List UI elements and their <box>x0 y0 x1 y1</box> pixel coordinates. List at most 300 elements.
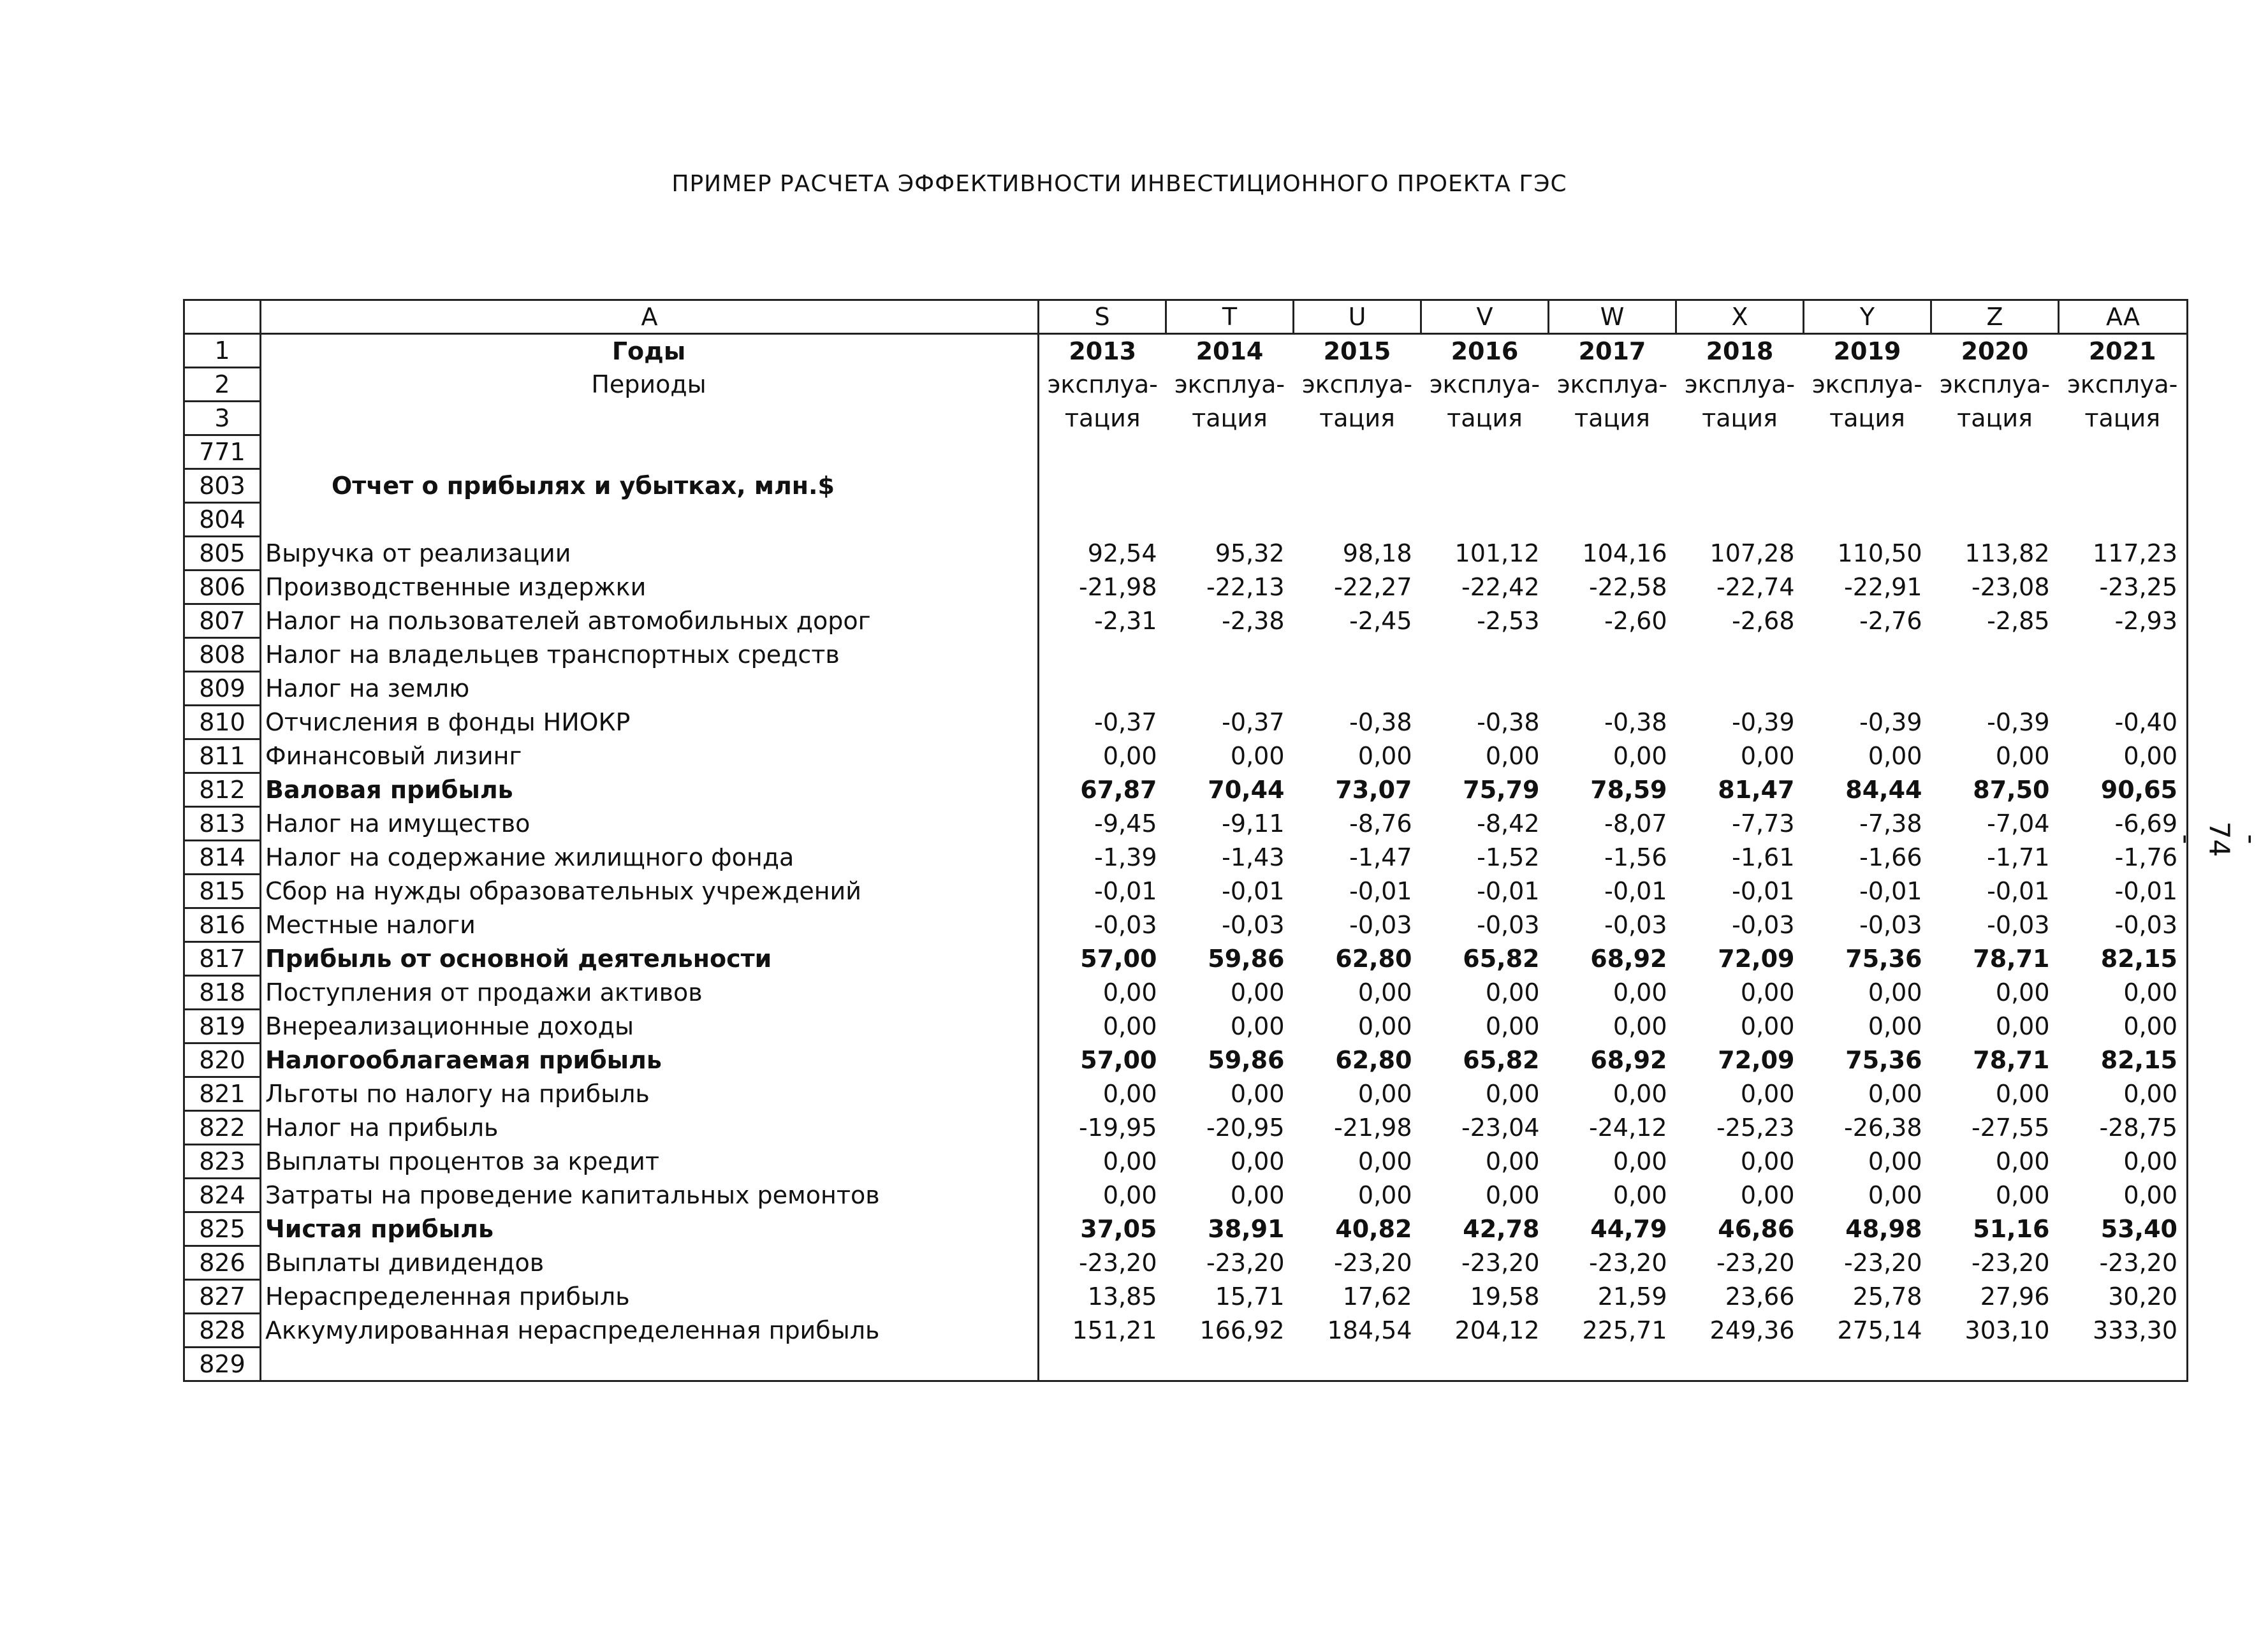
table-row <box>184 942 2188 976</box>
value-cell: 0,00 <box>1868 1181 1922 1209</box>
row-number: 828 <box>184 1314 261 1348</box>
value-cell: 0,00 <box>1995 1012 2050 1040</box>
value-cell: -28,75 <box>2059 1111 2188 1145</box>
value-cell: 204,12 <box>1454 1316 1540 1344</box>
value-cell: 53,40 <box>2059 1212 2188 1246</box>
table-row <box>184 537 2188 571</box>
value-cell <box>2059 1348 2188 1381</box>
value-cell: 78,71 <box>1973 945 2050 973</box>
value-cell: 0,00 <box>1102 1080 1157 1108</box>
value-cell: -0,37 <box>1222 708 1285 736</box>
table-row <box>184 1145 2188 1179</box>
value-cell: -0,01 <box>1477 877 1540 905</box>
header-value: 2020 <box>1961 337 2029 365</box>
value-cell <box>1931 503 2059 537</box>
value-cell <box>1039 1348 1166 1381</box>
row-number: 822 <box>184 1111 261 1145</box>
value-cell: -0,01 <box>1604 877 1667 905</box>
value-cell: -22,42 <box>1461 573 1540 601</box>
row-label: Налог на пользователей автомобильных дорог <box>261 604 1039 638</box>
row-label: Налог на землю <box>261 672 1039 706</box>
value-cell: -23,08 <box>1972 573 2050 601</box>
value-cell: -1,52 <box>1477 843 1540 871</box>
value-cell: -8,42 <box>1477 810 1540 838</box>
table-row <box>184 435 2188 469</box>
row-number: 806 <box>184 571 261 604</box>
row-label: Налог на содержание жилищного фонда <box>261 841 1039 875</box>
row-number: 829 <box>184 1348 261 1381</box>
value-cell: -23,20 <box>2059 1246 2188 1280</box>
column-header: A <box>261 300 1039 334</box>
value-cell: 0,00 <box>1868 1012 1922 1040</box>
value-cell: 0,00 <box>1102 1012 1157 1040</box>
header-value: 2017 <box>1578 337 1646 365</box>
value-cell: 0,00 <box>1613 1080 1667 1108</box>
value-cell: 13,85 <box>1087 1283 1157 1311</box>
row-number: 814 <box>184 841 261 875</box>
value-cell: -2,76 <box>1859 607 1922 635</box>
value-cell: -0,03 <box>1477 911 1540 939</box>
table-row <box>184 706 2188 739</box>
value-cell: 104,16 <box>1582 539 1667 567</box>
value-cell: 0,00 <box>1102 742 1157 770</box>
value-cell <box>1294 435 1421 469</box>
row-label: Аккумулированная нераспределенная прибыль <box>261 1314 1039 1348</box>
value-cell: 0,00 <box>1102 1147 1157 1175</box>
value-cell: 0,00 <box>1868 1147 1922 1175</box>
value-cell: 82,15 <box>2059 942 2188 976</box>
value-cell: 0,00 <box>1102 978 1157 1007</box>
value-cell: -7,73 <box>1732 810 1795 838</box>
header-value: тация <box>1319 404 1395 432</box>
row-number: 818 <box>184 976 261 1010</box>
value-cell: 0,00 <box>1357 1147 1412 1175</box>
row-label: Льготы по налогу на прибыль <box>261 1077 1039 1111</box>
row-number: 823 <box>184 1145 261 1179</box>
value-cell <box>1931 469 2059 503</box>
value-cell: 113,82 <box>1964 539 2050 567</box>
value-cell <box>1676 435 1804 469</box>
value-cell: 0,00 <box>1868 742 1922 770</box>
year-row <box>184 334 2188 368</box>
header-value: эксплуа- <box>1939 370 2051 398</box>
table-row <box>184 1077 2188 1111</box>
value-cell <box>1549 1348 1676 1381</box>
row-number: 1 <box>184 334 261 368</box>
header-value: тация <box>1702 404 1778 432</box>
header-value: тация <box>1957 404 2033 432</box>
value-cell <box>1676 672 1804 706</box>
value-cell <box>1294 503 1421 537</box>
header-value: эксплуа- <box>1047 370 1158 398</box>
row-number: 771 <box>184 435 261 469</box>
value-cell: 75,36 <box>1845 945 1922 973</box>
header-value: тация <box>1829 404 1905 432</box>
value-cell: 98,18 <box>1342 539 1412 567</box>
value-cell <box>1676 469 1804 503</box>
row-label: Финансовый лизинг <box>261 739 1039 773</box>
period-row <box>184 402 2188 435</box>
value-cell: 0,00 <box>1357 742 1412 770</box>
value-cell: 0,00 <box>1230 742 1285 770</box>
value-cell <box>1549 638 1676 672</box>
value-cell: 0,00 <box>1740 1012 1795 1040</box>
value-cell: 0,00 <box>1357 978 1412 1007</box>
value-cell: 46,86 <box>1718 1215 1795 1243</box>
table-row <box>184 1111 2188 1145</box>
value-cell <box>1166 469 1294 503</box>
header-value: эксплуа- <box>1811 370 1923 398</box>
value-cell: 225,71 <box>1582 1316 1667 1344</box>
value-cell: 0,00 <box>1868 978 1922 1007</box>
value-cell: 42,78 <box>1463 1215 1540 1243</box>
value-cell <box>2059 503 2188 537</box>
value-cell: -0,39 <box>1859 708 1922 736</box>
value-cell: -7,38 <box>1859 810 1922 838</box>
value-cell: 48,98 <box>1845 1215 1922 1243</box>
value-cell: 0,00 <box>1740 742 1795 770</box>
value-cell <box>1421 435 1549 469</box>
value-cell: 0,00 <box>1357 1181 1412 1209</box>
row-label: Отчисления в фонды НИОКР <box>261 706 1039 739</box>
column-header: W <box>1549 300 1676 334</box>
value-cell: 84,44 <box>1845 776 1922 804</box>
value-cell: 68,92 <box>1590 945 1667 973</box>
row-label: Периоды <box>261 368 1039 402</box>
row-label: Сбор на нужды образовательных учреждений <box>261 875 1039 908</box>
header-value: эксплуа- <box>1684 370 1796 398</box>
table-row <box>184 1348 2188 1381</box>
row-number: 817 <box>184 942 261 976</box>
header-value: эксплуа- <box>1174 370 1285 398</box>
row-label: Налог на имущество <box>261 807 1039 841</box>
page-number: - 74 - <box>2170 821 2268 857</box>
value-cell: 0,00 <box>2059 1145 2188 1179</box>
value-cell: -9,11 <box>1222 810 1285 838</box>
value-cell <box>1931 435 2059 469</box>
value-cell: -2,68 <box>1732 607 1795 635</box>
row-label: Налог на владельцев транспортных средств <box>261 638 1039 672</box>
value-cell: -1,39 <box>1094 843 1157 871</box>
value-cell: 0,00 <box>1613 1012 1667 1040</box>
value-cell: -0,01 <box>1987 877 2050 905</box>
value-cell: -23,20 <box>1844 1249 1922 1277</box>
value-cell <box>1549 503 1676 537</box>
table-row <box>184 841 2188 875</box>
value-cell: -19,95 <box>1079 1114 1157 1142</box>
row-number: 804 <box>184 503 261 537</box>
table-row <box>184 503 2188 537</box>
value-cell: -0,01 <box>1349 877 1412 905</box>
table-row <box>184 1246 2188 1280</box>
value-cell: 78,59 <box>1590 776 1667 804</box>
value-cell <box>1549 469 1676 503</box>
value-cell: -2,93 <box>2059 604 2188 638</box>
value-cell: -0,37 <box>1094 708 1157 736</box>
value-cell: -2,45 <box>1349 607 1412 635</box>
value-cell: -8,76 <box>1349 810 1412 838</box>
value-cell: -0,03 <box>1094 911 1157 939</box>
column-header: Y <box>1804 300 1931 334</box>
row-number: 811 <box>184 739 261 773</box>
row-label: Налог на прибыль <box>261 1111 1039 1145</box>
value-cell: -23,25 <box>2059 571 2188 604</box>
header-value: 2015 <box>1323 337 1391 365</box>
row-label: Производственные издержки <box>261 571 1039 604</box>
value-cell: 81,47 <box>1718 776 1795 804</box>
row-label: Местные налоги <box>261 908 1039 942</box>
column-header: T <box>1166 300 1294 334</box>
row-label: Валовая прибыль <box>261 773 1039 807</box>
value-cell: 0,00 <box>1995 1147 2050 1175</box>
value-cell: 17,62 <box>1342 1283 1412 1311</box>
value-cell <box>1421 469 1549 503</box>
value-cell: -22,13 <box>1206 573 1285 601</box>
value-cell <box>1421 672 1549 706</box>
value-cell: 95,32 <box>1215 539 1285 567</box>
value-cell <box>1549 435 1676 469</box>
row-label <box>261 1348 1039 1381</box>
value-cell: -1,61 <box>1732 843 1795 871</box>
table-row <box>184 571 2188 604</box>
row-number: 819 <box>184 1010 261 1043</box>
row-number: 813 <box>184 807 261 841</box>
table-row <box>184 1314 2188 1348</box>
value-cell: -20,95 <box>1206 1114 1285 1142</box>
value-cell: 51,16 <box>1973 1215 2050 1243</box>
value-cell: 19,58 <box>1470 1283 1540 1311</box>
value-cell <box>1931 1348 2059 1381</box>
value-cell <box>1294 469 1421 503</box>
value-cell: -1,43 <box>1222 843 1285 871</box>
value-cell: -0,01 <box>1094 877 1157 905</box>
value-cell: 0,00 <box>1485 1012 1540 1040</box>
value-cell: -0,03 <box>2059 908 2188 942</box>
header-value: 2014 <box>1196 337 1264 365</box>
row-label: Затраты на проведение капитальных ремонтов <box>261 1179 1039 1212</box>
value-cell: 0,00 <box>2059 976 2188 1010</box>
value-cell <box>1421 503 1549 537</box>
row-label <box>261 402 1039 435</box>
value-cell: 0,00 <box>1740 978 1795 1007</box>
row-label: Выплаты процентов за кредит <box>261 1145 1039 1179</box>
row-number: 807 <box>184 604 261 638</box>
value-cell: 92,54 <box>1087 539 1157 567</box>
value-cell: 37,05 <box>1080 1215 1157 1243</box>
value-cell: 0,00 <box>1485 742 1540 770</box>
value-cell: -22,91 <box>1844 573 1922 601</box>
header-value: тация <box>1447 404 1523 432</box>
value-cell: -23,20 <box>1079 1249 1157 1277</box>
header-value: эксплуа- <box>1301 370 1413 398</box>
value-cell: 151,21 <box>1072 1316 1157 1344</box>
row-label: Чистая прибыль <box>261 1212 1039 1246</box>
value-cell: 184,54 <box>1327 1316 1412 1344</box>
value-cell: 0,00 <box>1995 742 2050 770</box>
value-cell: -23,20 <box>1461 1249 1540 1277</box>
value-cell: 0,00 <box>1102 1181 1157 1209</box>
value-cell: -0,39 <box>1987 708 2050 736</box>
value-cell: 0,00 <box>1357 1080 1412 1108</box>
value-cell <box>1039 503 1166 537</box>
column-header: X <box>1676 300 1804 334</box>
table-row <box>184 1010 2188 1043</box>
value-cell: -7,04 <box>1987 810 2050 838</box>
value-cell: -0,38 <box>1477 708 1540 736</box>
value-cell: -23,20 <box>1334 1249 1412 1277</box>
value-cell: -0,03 <box>1987 911 2050 939</box>
value-cell: 0,00 <box>2059 1077 2188 1111</box>
table-row <box>184 1043 2188 1077</box>
value-cell: -0,38 <box>1604 708 1667 736</box>
table-row <box>184 672 2188 706</box>
value-cell: 0,00 <box>1230 1147 1285 1175</box>
value-cell: 68,92 <box>1590 1046 1667 1074</box>
value-cell: 0,00 <box>2059 1010 2188 1043</box>
value-cell <box>1421 638 1549 672</box>
value-cell: 0,00 <box>1740 1080 1795 1108</box>
value-cell: 65,82 <box>1463 1046 1540 1074</box>
value-cell: 0,00 <box>1230 1012 1285 1040</box>
row-label: Прибыль от основной деятельности <box>261 942 1039 976</box>
value-cell: -1,66 <box>1859 843 1922 871</box>
value-cell <box>1804 638 1931 672</box>
table-row <box>184 604 2188 638</box>
value-cell <box>1804 672 1931 706</box>
value-cell: -9,45 <box>1094 810 1157 838</box>
corner-cell <box>184 300 261 334</box>
period-row <box>184 368 2188 402</box>
value-cell: -21,98 <box>1334 1114 1412 1142</box>
value-cell <box>1804 469 1931 503</box>
value-cell <box>2059 435 2188 469</box>
value-cell: 0,00 <box>1485 978 1540 1007</box>
value-cell <box>1804 503 1931 537</box>
value-cell <box>1294 672 1421 706</box>
header-value: тация <box>2059 402 2188 435</box>
value-cell: -0,38 <box>1349 708 1412 736</box>
value-cell: 90,65 <box>2059 773 2188 807</box>
row-label: Выручка от реализации <box>261 537 1039 571</box>
value-cell: 72,09 <box>1718 1046 1795 1074</box>
value-cell: -2,60 <box>1604 607 1667 635</box>
value-cell: 0,00 <box>2059 739 2188 773</box>
value-cell <box>1421 1348 1549 1381</box>
row-number: 821 <box>184 1077 261 1111</box>
column-header: V <box>1421 300 1549 334</box>
row-number: 815 <box>184 875 261 908</box>
row-label: Поступления от продажи активов <box>261 976 1039 1010</box>
row-number: 812 <box>184 773 261 807</box>
row-label <box>261 435 1039 469</box>
value-cell: -21,98 <box>1079 573 1157 601</box>
value-cell <box>1039 469 1166 503</box>
value-cell: 0,00 <box>2059 1179 2188 1212</box>
column-header: S <box>1039 300 1166 334</box>
value-cell <box>2059 672 2188 706</box>
column-header: Z <box>1931 300 2059 334</box>
value-cell: -22,27 <box>1334 573 1412 601</box>
value-cell: 0,00 <box>1995 1080 2050 1108</box>
value-cell: 249,36 <box>1709 1316 1795 1344</box>
value-cell: 0,00 <box>1613 1147 1667 1175</box>
value-cell: 62,80 <box>1335 1046 1412 1074</box>
value-cell: -23,04 <box>1461 1114 1540 1142</box>
value-cell: 166,92 <box>1199 1316 1285 1344</box>
row-number: 820 <box>184 1043 261 1077</box>
value-cell: -2,85 <box>1987 607 2050 635</box>
value-cell <box>1931 638 2059 672</box>
row-number: 810 <box>184 706 261 739</box>
value-cell: -1,56 <box>1604 843 1667 871</box>
value-cell: 0,00 <box>1230 978 1285 1007</box>
header-value: 2019 <box>1833 337 1901 365</box>
value-cell: 107,28 <box>1709 539 1795 567</box>
value-cell: -0,03 <box>1222 911 1285 939</box>
value-cell: 27,96 <box>1980 1283 2050 1311</box>
column-header-row <box>184 300 2188 334</box>
value-cell: 82,15 <box>2059 1043 2188 1077</box>
value-cell: 65,82 <box>1463 945 1540 973</box>
value-cell <box>1294 1348 1421 1381</box>
row-number: 803 <box>184 469 261 503</box>
row-label <box>261 503 1039 537</box>
value-cell: 78,71 <box>1973 1046 2050 1074</box>
value-cell: 275,14 <box>1837 1316 1922 1344</box>
table-row <box>184 875 2188 908</box>
value-cell <box>1039 435 1166 469</box>
value-cell: -0,03 <box>1604 911 1667 939</box>
value-cell: -0,01 <box>1222 877 1285 905</box>
value-cell: -23,20 <box>1972 1249 2050 1277</box>
value-cell: 25,78 <box>1852 1283 1922 1311</box>
value-cell: 67,87 <box>1080 776 1157 804</box>
row-number: 809 <box>184 672 261 706</box>
row-label: Налогооблагаемая прибыль <box>261 1043 1039 1077</box>
value-cell <box>1549 672 1676 706</box>
header-value: эксплуа- <box>2059 368 2188 402</box>
table-row <box>184 1280 2188 1314</box>
value-cell: 23,66 <box>1725 1283 1795 1311</box>
value-cell <box>1166 672 1294 706</box>
row-label: Нераспределенная прибыль <box>261 1280 1039 1314</box>
value-cell: 15,71 <box>1215 1283 1285 1311</box>
value-cell <box>1166 503 1294 537</box>
value-cell: -0,01 <box>1859 877 1922 905</box>
value-cell: 62,80 <box>1335 945 1412 973</box>
value-cell: -24,12 <box>1589 1114 1667 1142</box>
value-cell <box>1804 435 1931 469</box>
value-cell: 57,00 <box>1080 945 1157 973</box>
header-value: 2021 <box>2059 334 2188 368</box>
value-cell: 70,44 <box>1208 776 1285 804</box>
value-cell: 21,59 <box>1597 1283 1667 1311</box>
value-cell: -27,55 <box>1972 1114 2050 1142</box>
table-row <box>184 807 2188 841</box>
table-row <box>184 739 2188 773</box>
header-value: эксплуа- <box>1429 370 1540 398</box>
value-cell: 117,23 <box>2059 537 2188 571</box>
row-label: Выплаты дивидендов <box>261 1246 1039 1280</box>
column-header: AA <box>2059 300 2188 334</box>
value-cell: -22,74 <box>1716 573 1795 601</box>
value-cell: 0,00 <box>1740 1147 1795 1175</box>
value-cell: 0,00 <box>1740 1181 1795 1209</box>
value-cell: -23,20 <box>1716 1249 1795 1277</box>
value-cell: -1,76 <box>2059 841 2188 875</box>
value-cell: 0,00 <box>1995 978 2050 1007</box>
row-label: Отчет о прибылях и убытках, млн.$ <box>261 469 1039 503</box>
